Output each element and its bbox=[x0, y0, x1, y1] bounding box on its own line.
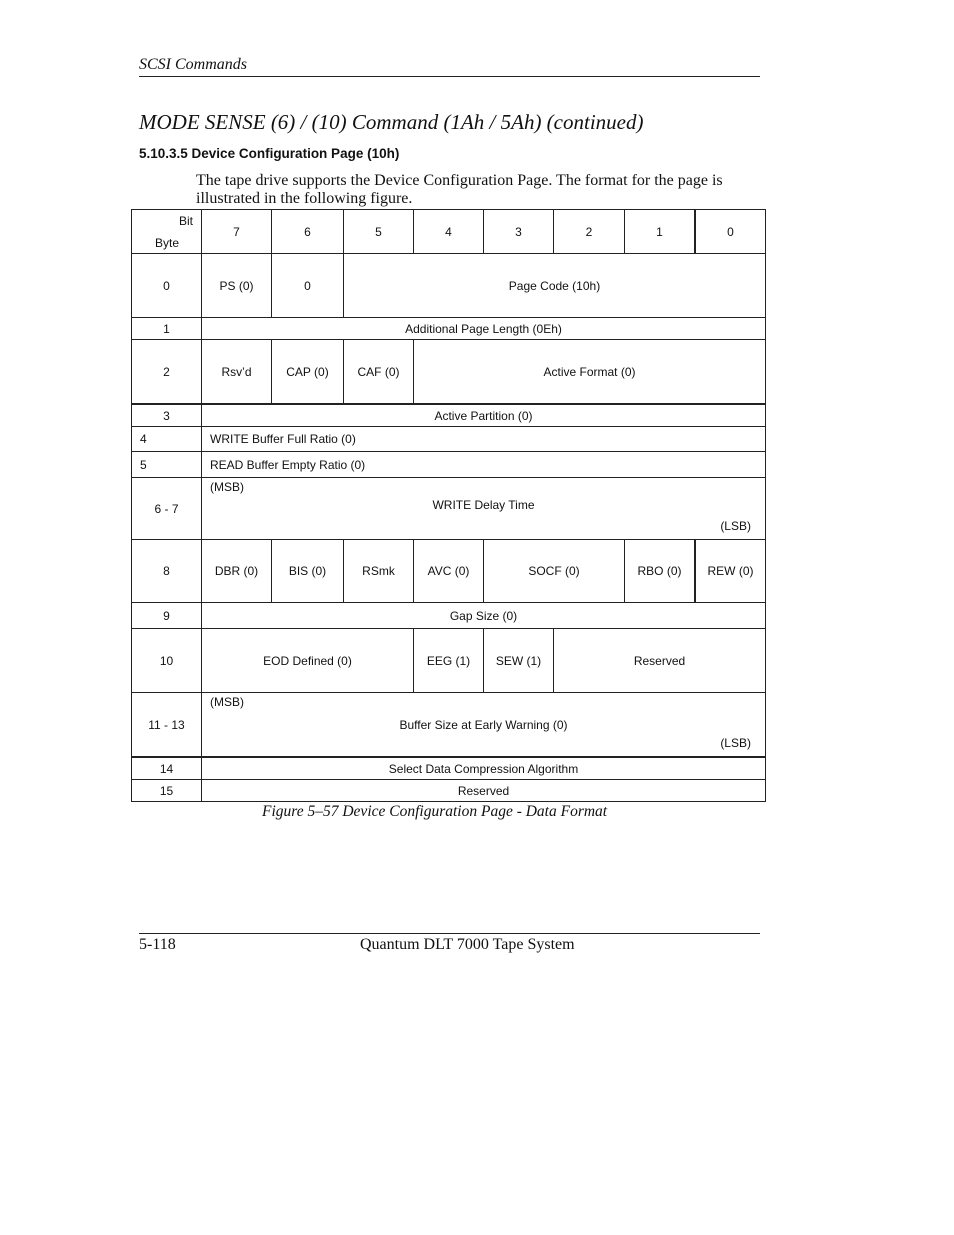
field-reserved-bit: Rsv’d bbox=[202, 340, 272, 405]
msb-marker: (MSB) bbox=[210, 695, 244, 709]
table-corner-cell bbox=[132, 210, 202, 254]
msb-marker: (MSB) bbox=[210, 480, 244, 494]
running-header: SCSI Commands bbox=[139, 56, 248, 73]
byte-cell-4: 4 bbox=[132, 427, 202, 452]
intro-paragraph bbox=[196, 172, 761, 208]
bit-header-3: 3 bbox=[484, 210, 554, 254]
footer-rule bbox=[139, 933, 760, 934]
page-number: 5-118 bbox=[139, 936, 176, 953]
field-page-code: Page Code (10h) bbox=[344, 254, 765, 318]
field-read-buffer-empty-ratio: READ Buffer Empty Ratio (0) bbox=[202, 452, 765, 478]
field-active-format: Active Format (0) bbox=[414, 340, 765, 405]
field-cap: CAP (0) bbox=[272, 340, 344, 405]
field-bis: BIS (0) bbox=[272, 540, 344, 603]
field-eeg: EEG (1) bbox=[414, 629, 484, 693]
field-eod-defined: EOD Defined (0) bbox=[202, 629, 414, 693]
byte-cell-3: 3 bbox=[132, 405, 202, 427]
header-rule bbox=[139, 76, 760, 77]
field-dbr: DBR (0) bbox=[202, 540, 272, 603]
buffer-size-early-warning-label: Buffer Size at Early Warning (0) bbox=[399, 718, 568, 732]
device-config-page-table bbox=[131, 209, 766, 802]
field-caf: CAF (0) bbox=[344, 340, 414, 405]
bit-header-2: 2 bbox=[554, 210, 625, 254]
byte-cell-9: 9 bbox=[132, 603, 202, 629]
bit-header-4: 4 bbox=[414, 210, 484, 254]
bit-header-7: 7 bbox=[202, 210, 272, 254]
field-rbo: RBO (0) bbox=[625, 540, 696, 603]
section-heading: 5.10.3.5 Device Configuration Page (10h) bbox=[139, 146, 400, 161]
bit-label: Bit bbox=[178, 214, 193, 228]
byte-cell-5: 5 bbox=[132, 452, 202, 478]
field-rew: REW (0) bbox=[696, 540, 765, 603]
figure-caption: Figure 5–57 Device Configuration Page - Data Format bbox=[262, 803, 608, 820]
bit-header-0: 0 bbox=[696, 210, 765, 254]
byte-cell-11-13: 11 - 13 bbox=[132, 693, 202, 758]
field-sew: SEW (1) bbox=[484, 629, 554, 693]
bit-header-6: 6 bbox=[272, 210, 344, 254]
field-socf: SOCF (0) bbox=[484, 540, 625, 603]
field-write-buffer-full-ratio: WRITE Buffer Full Ratio (0) bbox=[202, 427, 765, 452]
field-reserved-byte: Reserved bbox=[457, 783, 510, 798]
document-title: Quantum DLT 7000 Tape System bbox=[360, 936, 575, 953]
byte-cell-14: 14 bbox=[132, 758, 202, 780]
write-delay-time-label: WRITE Delay Time bbox=[432, 498, 535, 512]
byte-cell-6-7: 6 - 7 bbox=[132, 478, 202, 540]
field-gap-size: Gap Size (0) bbox=[202, 603, 765, 629]
byte-cell-10: 10 bbox=[132, 629, 202, 693]
field-active-partition: Active Partition (0) bbox=[202, 405, 765, 427]
intro-text: The tape drive supports the Device Configuration Page. The format for the page is illustrated in the following figure. bbox=[196, 172, 723, 207]
page-heading: MODE SENSE (6) / (10) Command (1Ah / 5Ah) (continued) bbox=[139, 110, 644, 134]
field-buffer-size-early-warning bbox=[202, 693, 765, 758]
field-additional-page-length: Additional Page Length (0Eh) bbox=[202, 318, 765, 340]
field-bit6-zero: 0 bbox=[272, 254, 344, 318]
lsb-marker: (LSB) bbox=[720, 519, 751, 533]
bit-header-1: 1 bbox=[625, 210, 696, 254]
byte-label: Byte bbox=[155, 236, 180, 250]
field-avc: AVC (0) bbox=[414, 540, 484, 603]
bit-header-5: 5 bbox=[344, 210, 414, 254]
field-select-data-compression: Select Data Compression Algorithm bbox=[202, 758, 765, 780]
field-reserved-bits: Reserved bbox=[554, 629, 765, 693]
field-rsmk: RSmk bbox=[344, 540, 414, 603]
byte-cell-1: 1 bbox=[132, 318, 202, 340]
field-write-delay-time bbox=[202, 478, 765, 540]
byte-cell-8: 8 bbox=[132, 540, 202, 603]
field-ps: PS (0) bbox=[202, 254, 272, 318]
lsb-marker: (LSB) bbox=[720, 736, 751, 750]
byte-cell-15: 15 bbox=[132, 780, 202, 801]
byte-cell-2: 2 bbox=[132, 340, 202, 405]
byte-cell-0: 0 bbox=[132, 254, 202, 318]
